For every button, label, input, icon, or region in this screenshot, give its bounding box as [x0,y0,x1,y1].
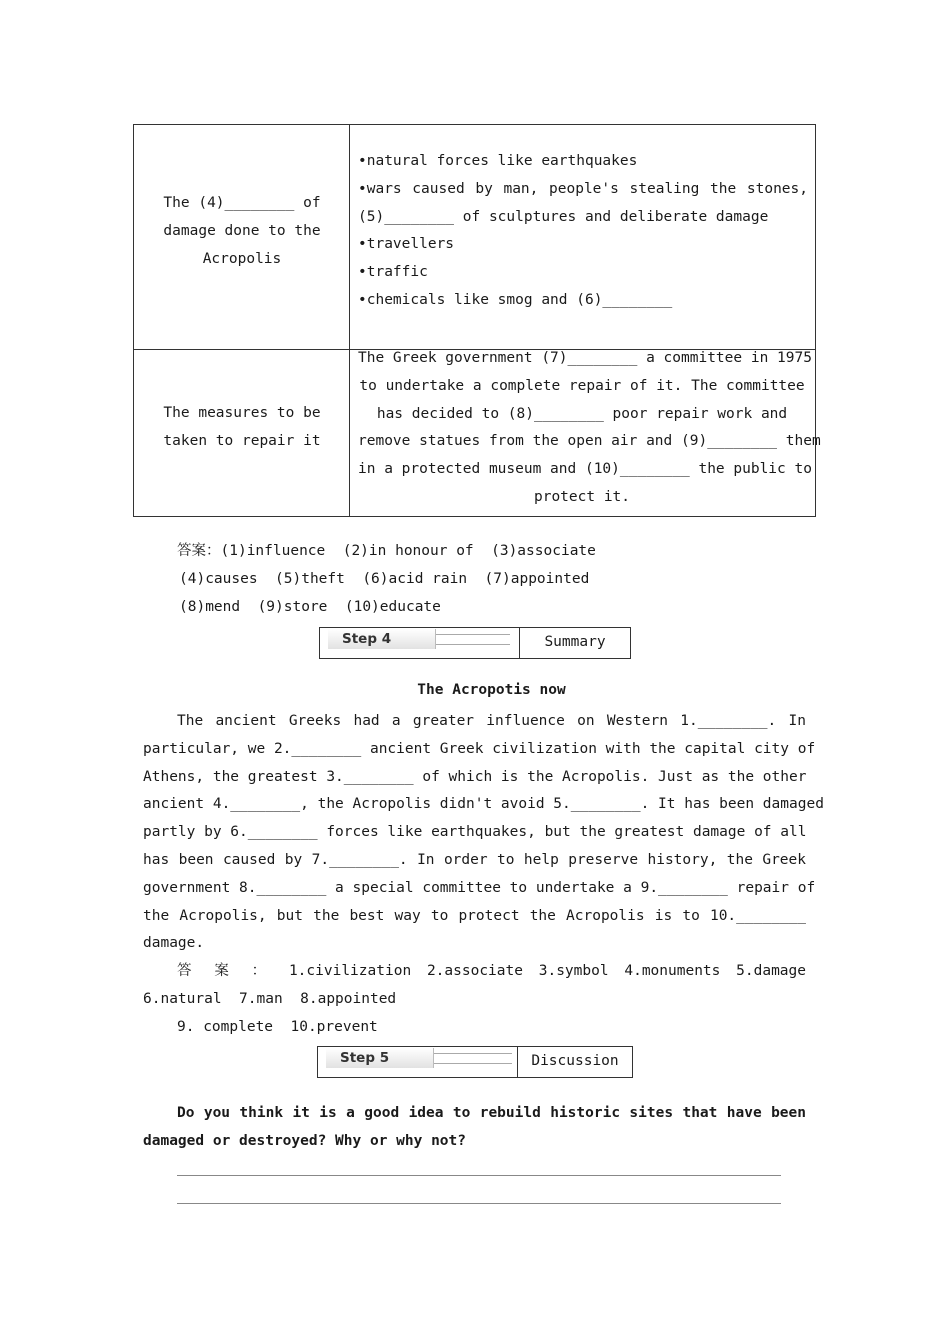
answer-line: (4)causes (5)theft (6)acid rain (7)appointed [179,570,590,587]
cell-text: The measures to be [163,405,321,421]
answer-line: (8)mend (9)store (10)educate [179,598,441,615]
answers-table [177,538,596,621]
bullet-item: •chemicals like smog and (6)________ [358,291,673,308]
table-cell-causes-label [152,190,332,273]
cell-line: to undertake a complete repair of it. The committee [359,377,805,394]
step5-banner [317,1046,633,1078]
cell-line: The Greek government (7)________ a committee in 1975 [358,350,812,366]
paragraph-line: ancient 4.________, the Acropolis didn't avoid 5.________. It has been damaged [143,796,824,813]
step5-tag: Step 5 [326,1048,434,1068]
step4-label: Summary [544,634,606,650]
bullet-item-continuation: (5)________ of sculptures and deliberate damage [358,208,769,225]
cell-line: remove statues from the open air and (9)________ them [358,433,821,450]
answer-writing-line[interactable] [177,1175,781,1176]
step4-tag: Step 4 [328,629,436,649]
paragraph-line: government 8.________ a special committee to undertake a 9.________ repair of [143,879,816,896]
step5-label: Discussion [531,1053,619,1069]
table-cell-measures-text [358,345,821,512]
answer-line: 答 案 ： 1.civilization 2.associate 3.symbol 4.monuments 5.damage [177,963,806,979]
cell-text: The (4)________ of [163,195,321,211]
paragraph-line: The ancient Greeks had a greater influence on Western 1.________. In [177,713,806,729]
cell-line: protect it. [533,488,631,505]
bullet-item: •natural forces like earthquakes [358,153,638,169]
info-table [133,124,821,517]
table-cell-measures-label [152,400,332,456]
step4-banner [319,627,631,659]
table-column-divider [349,125,350,516]
discussion-question [143,1100,806,1156]
bullet-item: •wars caused by man, people's stealing the stones, [358,180,808,197]
cell-line: in a protected museum and (10)________ the public to [358,461,812,478]
cell-text: damage done to the [163,222,321,239]
paragraph-line: damage. [143,935,205,952]
question-line: damaged or destroyed? Why or why not? [143,1132,467,1149]
answer-writing-line[interactable] [177,1203,781,1204]
summary-title: The Acropotis now [417,682,566,698]
bullet-item: •travellers [358,236,455,253]
cell-line: has decided to (8)________ poor repair work and [376,405,788,422]
answer-line: 答案：(1)influence (2)in honour of (3)associate [177,543,596,559]
summary-paragraph [143,708,824,958]
paragraph-line: Athens, the greatest 3.________ of which is the Acropolis. Just as the other [143,768,807,785]
cell-text: Acropolis [202,250,282,267]
bullet-item: •traffic [358,264,428,281]
answers-summary [143,958,806,1041]
cell-text: taken to repair it [163,432,321,449]
paragraph-line: has been caused by 7.________. In order to help preserve history, the Greek [143,851,806,868]
paragraph-line: the Acropolis, but the best way to protect the Acropolis is to 10.________ [143,907,806,924]
question-line: Do you think it is a good idea to rebuild historic sites that have been [177,1105,806,1121]
paragraph-line: partly by 6.________ forces like earthquakes, but the greatest damage of all [143,824,807,841]
table-cell-causes-list [358,148,808,315]
answer-line: 6.natural 7.man 8.appointed [143,990,397,1007]
paragraph-line: particular, we 2.________ ancient Greek civilization with the capital city of [143,740,816,757]
answer-line: 9. complete 10.prevent [177,1018,378,1035]
